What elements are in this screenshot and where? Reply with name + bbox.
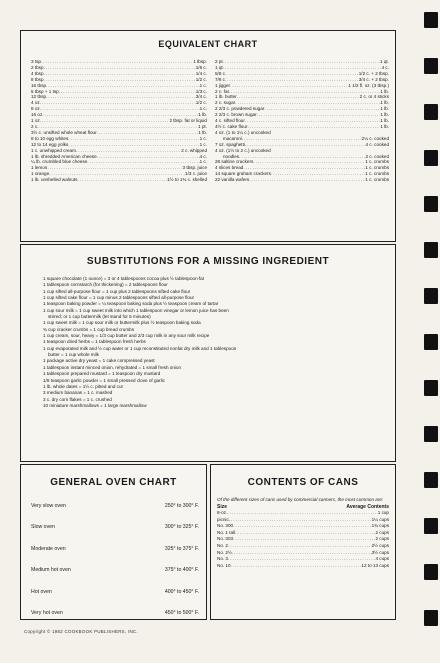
equivalent-row-equivalent: 1/3 c. — [195, 88, 207, 94]
can-row-equivalent: 2 cups — [375, 529, 389, 535]
equivalent-row-item: 7/8 c — [215, 76, 225, 82]
oven-row — [31, 581, 199, 603]
oven-row — [31, 538, 199, 560]
dot-leader — [233, 536, 375, 543]
equivalent-row-item: 2 2/3 c. brown sugar — [215, 112, 257, 118]
dot-leader — [231, 563, 362, 570]
dot-leader — [235, 530, 375, 537]
equivalent-row-item: 1 qt — [215, 64, 223, 70]
equivalent-row-item: 8 oz — [31, 106, 40, 112]
equivalent-row-item: 4 oz. (1½ to 2 c.) uncooked — [215, 147, 271, 153]
equivalent-row-equivalent: 1 tbsp. — [193, 59, 207, 64]
equivalent-row-equivalent: 1/3 c. juice — [185, 171, 207, 177]
oven-chart-box — [20, 464, 207, 620]
oven-chart-table — [31, 495, 199, 624]
binder-tab — [424, 610, 438, 626]
equivalent-row-item: 4½ c. cake flour — [215, 123, 248, 129]
oven-label: Medium hot oven — [31, 567, 71, 574]
equivalent-row-item: 4 tbsp — [31, 70, 44, 76]
dot-leader — [229, 517, 372, 524]
equivalent-row-equivalent: 1½ to 1¾ c. shelled — [167, 177, 207, 183]
equivalent-row-item: 2 2/3 c. powdered sugar — [215, 106, 265, 112]
equivalent-row-equivalent: 1/8 c. — [195, 64, 207, 70]
can-row — [217, 536, 389, 543]
substitution-line: 1 cup evaporated milk and ½ cup water or 1 cup reconstituted nonfat dry milk and 1 tablespoon — [43, 345, 237, 351]
equivalent-row-item: 4 oz — [31, 100, 40, 106]
dot-leader — [227, 510, 378, 517]
equivalent-row — [215, 177, 389, 183]
equivalent-row-equivalent: 1 c. — [199, 106, 207, 112]
can-row-item: No. 2 — [217, 542, 228, 548]
dot-leader — [77, 177, 167, 183]
equivalent-row-equivalent: 1 c. crumbs — [365, 177, 389, 183]
equivalent-row-item: 2 c. fat — [215, 88, 229, 94]
equivalent-row-item: 1 oz — [31, 118, 40, 124]
equivalent-row-equivalent: 1 c. — [199, 82, 207, 88]
substitution-line: ¾ cup cracker crumbs = 1 cup bread crumbs — [43, 326, 135, 332]
equivalent-row-equivalent: 1 lb. — [380, 112, 389, 118]
substitution-line: 1 cup sifted cake flour = 1 cup minus 2 tablespoons sifted all-purpose flour — [43, 295, 195, 301]
substitution-line: 10 miniature marshmallows = 1 large marshmallow — [43, 402, 147, 408]
equivalent-chart-title: EQUIVALENT CHART — [158, 39, 258, 49]
oven-chart-title: GENERAL OVEN CHART — [50, 477, 177, 488]
substitution-line: 1 cup sour milk = 1 cup sweet milk into which 1 tablespoon vinegar or lemon juice has been — [43, 307, 229, 313]
dot-leader — [228, 556, 375, 563]
equivalent-row-equivalent: 1 pt. — [198, 123, 207, 129]
oven-label: Slow oven — [31, 524, 55, 531]
equivalent-row-equivalent: 1 c. crumbs — [365, 171, 389, 177]
substitution-line: butter = 1 cup whole milk — [48, 352, 99, 358]
dot-leader — [232, 550, 372, 557]
equivalent-row-equivalent: 1 lb. — [380, 118, 389, 124]
substitution-line: 3 c. dry corn flakes = 1 c. crushed — [43, 396, 112, 402]
equivalent-row-equivalent: 1 1/2 fl. oz. (3 tbsp.) — [348, 82, 389, 88]
equivalent-row-equivalent: 2¼ c. cooked — [361, 135, 389, 141]
can-row — [217, 517, 389, 524]
can-row-equivalent: 1 cup — [377, 510, 389, 515]
equivalent-row-item: 8 tbsp — [31, 76, 44, 82]
equivalent-row-equivalent: 1 c. crumbs — [365, 165, 389, 171]
equivalent-row-item: 1 jigger — [215, 82, 231, 88]
equivalent-row-equivalent: 2 c. cooked — [365, 153, 389, 159]
oven-label: Very slow oven — [31, 502, 66, 509]
oven-row — [31, 517, 199, 539]
equivalent-row-item: 12 to 14 egg yolks — [31, 141, 69, 147]
equivalent-row-item: 16 oz — [31, 112, 43, 118]
equivalent-row-equivalent: 1 c. — [199, 141, 207, 147]
equivalent-row-item: 3 tsp — [31, 59, 41, 64]
dot-leader — [233, 523, 372, 530]
binder-tab — [424, 426, 438, 442]
equivalent-row-equivalent: 1 lb. — [198, 112, 207, 118]
can-row-item: No. 1 tall — [217, 529, 236, 535]
equivalent-row-equivalent: 3/4 c. — [195, 94, 207, 100]
oven-label: Hot oven — [31, 588, 52, 595]
cans-header-contents: Average Contents — [346, 504, 389, 510]
binder-tab — [424, 104, 438, 120]
binder-tab — [424, 518, 438, 534]
equivalent-row-item: 4 slices bread — [215, 165, 244, 171]
dot-leader — [228, 543, 372, 550]
cans-intro: Of the different sizes of cans used by commercial canners, the most common are: — [217, 497, 384, 502]
equivalent-row-equivalent: 1/2 c. — [195, 76, 207, 82]
cans-title: CONTENTS OF CANS — [247, 477, 359, 488]
dot-leader — [249, 177, 365, 183]
equivalent-row-item: noodles — [223, 153, 240, 159]
equivalent-row-item: 1 lb. shredded American cheese — [31, 153, 97, 159]
substitution-line: 1 teaspoon dried herbs = 1 tablespoon fresh herbs — [43, 339, 146, 345]
equivalent-row-equivalent: 1 lb. — [198, 129, 207, 135]
cans-table — [217, 510, 389, 569]
equivalent-row-equivalent: 1/2 c. + 2 tbsp. — [358, 70, 389, 76]
oven-label: Moderate oven — [31, 545, 66, 552]
can-row-equivalent: 3½ cups — [371, 549, 389, 555]
equivalent-row-equivalent: 3 tbsp. juice — [182, 165, 207, 171]
can-row-equivalent: 2 cups — [375, 536, 389, 542]
binder-tab — [424, 564, 438, 580]
cans-content — [217, 497, 389, 569]
can-row-equivalent: 2½ cups — [371, 542, 389, 548]
equivalent-row-equivalent: 1 c. crumbs — [365, 159, 389, 165]
binder-tab — [424, 12, 438, 28]
oven-temperature: 400° to 450° F. — [164, 588, 199, 595]
equivalent-row-equivalent: 1/2 c. — [195, 100, 207, 106]
equivalent-row-equivalent: 1 qt. — [380, 59, 389, 64]
equivalent-row-item: 22 vanilla wafers — [215, 177, 250, 183]
equivalent-row-item: 2 tbsp — [31, 64, 44, 70]
equivalent-row-item: macaroni — [223, 135, 242, 141]
can-row — [217, 530, 389, 537]
substitutions-list — [43, 276, 383, 409]
can-row-item: No. 2½ — [217, 549, 232, 555]
binder-tab — [424, 242, 438, 258]
binder-tab — [424, 472, 438, 488]
equivalent-row-item: ¼ lb. crumbled blue cheese — [31, 159, 88, 165]
binder-tab — [424, 150, 438, 166]
substitutions-title: SUBSTITUTIONS FOR A MISSING INGREDIENT — [86, 256, 330, 267]
equivalent-row-item: 5/8 c — [215, 70, 225, 76]
equivalent-row-equivalent: 4 c. — [199, 153, 207, 159]
equivalent-row-item: 5 tbsp + 1 tsp — [31, 88, 59, 94]
can-row-item: No. 10 — [217, 562, 231, 568]
equivalent-row-item: 4 c. sifted flour — [215, 118, 245, 124]
equivalent-row-equivalent: 1 c. — [199, 159, 207, 165]
can-row-item: No. 3 — [217, 556, 228, 562]
can-row-item: No. 303 — [217, 536, 234, 542]
equivalent-row-item: 2 c. sugar — [215, 100, 236, 106]
equivalent-row-equivalent: 2 tbsp. fat or liquid — [169, 118, 207, 124]
binder-tabs — [420, 0, 440, 663]
copyright-notice: Copyright © 1982 COOKBOOK PUBLISHERS, INC. — [24, 629, 138, 634]
binder-tab — [424, 288, 438, 304]
equivalent-row-equivalent: 1 lb. — [380, 106, 389, 112]
substitution-line: stirred; or 1 cup buttermilk (let stand for 5 minutes) — [48, 314, 151, 320]
equivalent-row-equivalent: 2 c. whipped — [181, 147, 207, 153]
binder-tab — [424, 58, 438, 74]
substitution-line: 1 square chocolate (1 ounce) = 3 or 4 tablespoons cocoa plus ½ tablespoon fat — [43, 276, 205, 281]
can-row — [217, 563, 389, 570]
binder-tab — [424, 380, 438, 396]
can-row — [217, 510, 389, 517]
equivalent-row-item: 14 square graham crackers — [215, 171, 271, 177]
equivalent-row-item: 16 tbsp — [31, 82, 47, 88]
equivalent-row-item: 1 lb. butter — [215, 94, 237, 100]
equivalent-row-equivalent: 4 c. cooked — [365, 141, 389, 147]
can-row — [217, 550, 389, 557]
equivalent-row-item: 1 lb. unshelled walnuts — [31, 177, 78, 183]
can-row-equivalent: 1¼ cups — [371, 516, 389, 522]
equivalent-chart-box — [20, 30, 396, 242]
equivalent-row-item: 12 tbsp — [31, 94, 47, 100]
oven-temperature: 450° to 500° F. — [164, 610, 199, 617]
can-row-equivalent: 1¾ cups — [371, 523, 389, 529]
substitution-line: 1 tablespoon prepared mustard = 1 teaspoon dry mustard — [43, 371, 161, 377]
substitution-line: 1 cup sifted all-purpose flour = 1 cup plus 2 tablespoons sifted cake flour — [43, 288, 191, 294]
can-row — [217, 523, 389, 530]
oven-temperature: 250° to 300° F. — [164, 502, 199, 509]
cans-box — [210, 464, 396, 620]
substitution-line: 1 cup sweet milk = 1 cup sour milk or buttermilk plus ½ teaspoon baking soda — [43, 320, 201, 326]
equivalent-row-equivalent: 1 lb. — [380, 100, 389, 106]
equivalent-row-item: 2 pt — [215, 59, 223, 64]
equivalent-row-equivalent: 1 lb. — [380, 123, 389, 129]
equivalent-row-equivalent: 1 c. — [199, 135, 207, 141]
equivalent-row-item: 1 lemon — [31, 165, 48, 171]
can-row-equivalent: 4 cups — [375, 556, 389, 562]
equivalent-row-item: 7 oz. spaghetti — [215, 141, 245, 147]
equivalent-row-item: 28 saltine crackers — [215, 159, 254, 165]
equivalent-row-item: 4 oz. (1 to 1¼ c.) uncooked — [215, 129, 271, 135]
equivalent-row-item: 1 orange — [31, 171, 50, 177]
equivalent-row-equivalent: 3/4 c. + 2 tbsp. — [358, 76, 389, 82]
binder-tab — [424, 196, 438, 212]
substitution-line: 1 tablespoon instant minced onion, rehydrated = 1 small fresh onion — [43, 364, 182, 370]
equivalent-row — [31, 177, 207, 183]
substitution-line: 1 tablespoon cornstarch (for thickening) = 2 tablespoons flour — [43, 282, 168, 288]
oven-row — [31, 603, 199, 625]
can-row-item: No. 300 — [217, 523, 234, 529]
equivalent-row-equivalent: 4 c. — [381, 64, 389, 70]
equivalent-row-equivalent: 1/4 c. — [195, 70, 207, 76]
equivalent-row-equivalent: 1 lb. — [380, 88, 389, 94]
substitution-line: 1 cup cream, sour, heavy = 1/3 cup butter and 2/3 cup milk in any sour milk recipe — [43, 333, 210, 339]
equivalent-row-item: 1 c. unwhipped cream — [31, 147, 76, 153]
equivalent-row-item: 8 to 10 egg whites — [31, 135, 69, 141]
equivalent-row-equivalent: 2 c. or 4 sticks — [359, 94, 389, 100]
oven-label: Very hot oven — [31, 610, 63, 617]
substitution-line: 1 teaspoon baking powder = ¼ teaspoon baking soda plus ½ teaspoon cream of tartar — [43, 301, 219, 307]
oven-row — [31, 560, 199, 582]
oven-row — [31, 495, 199, 517]
equivalent-row-item: 3½ c. unsifted whole wheat flour — [31, 129, 97, 135]
can-row — [217, 556, 389, 563]
equivalent-chart-right-column — [215, 59, 389, 183]
substitution-line: 1 package active dry yeast = 1 cake compressed yeast — [43, 358, 155, 364]
can-row-item: picnic — [217, 516, 229, 522]
substitution-line: 1 lb. whole dates = 1½ c. pitted and cut — [43, 383, 123, 389]
substitution-line: 1/8 teaspoon garlic powder = 1 small pressed clove of garlic — [43, 377, 165, 383]
oven-temperature: 325° to 375° F. — [164, 545, 199, 552]
equivalent-row-item: 2 c. — [31, 123, 39, 129]
oven-temperature: 375° to 400° F. — [164, 567, 199, 574]
can-row — [217, 543, 389, 550]
equivalent-chart-left-column — [31, 59, 207, 183]
substitution-line: 3 medium bananas = 1 c. mashed — [43, 390, 113, 396]
cans-header-size: Size — [217, 504, 228, 510]
can-row-equivalent: 12 to 13 cups — [361, 562, 389, 568]
oven-temperature: 300° to 325° F. — [164, 524, 199, 531]
binder-tab — [424, 334, 438, 350]
can-row-item: 8-oz. — [217, 510, 228, 515]
